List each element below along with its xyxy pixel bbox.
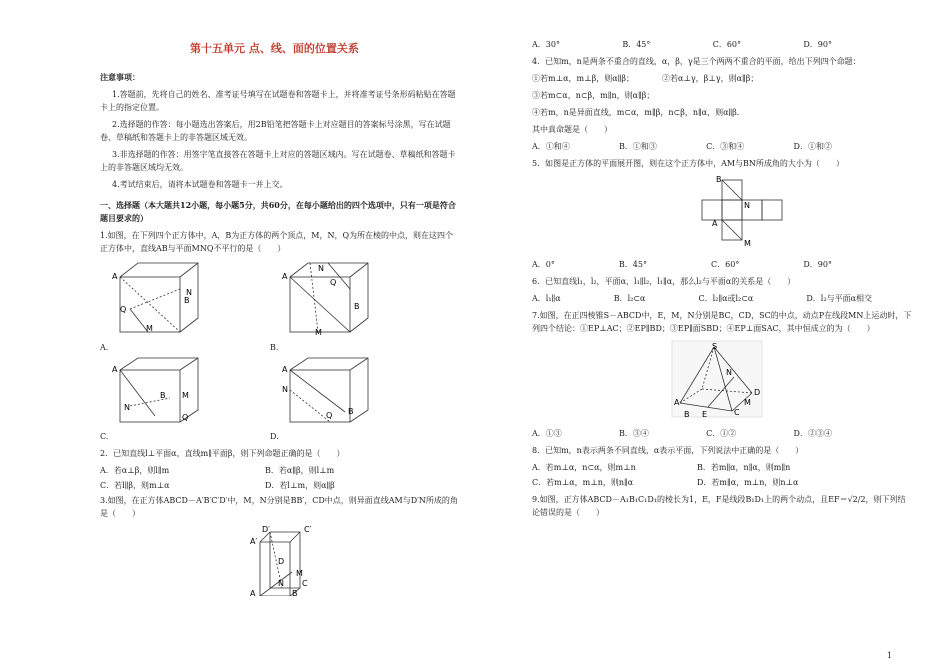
- q4-proposition: 其中真命题是（ ）: [532, 125, 612, 134]
- q5-net-figure: [532, 174, 912, 250]
- svg-text:B: B: [354, 302, 360, 311]
- vertex-label: A: [250, 589, 256, 596]
- q7-options: [532, 427, 832, 440]
- option-b: B．45°: [622, 40, 651, 49]
- option-d: D．若m∥α，m⊥n，则n⊥α: [697, 478, 799, 487]
- option-c: C．若m⊥α，m⊥n，则n∥α: [532, 478, 634, 487]
- vertex-label: B: [684, 410, 690, 419]
- q2-options-row-2: [100, 479, 440, 492]
- vertex-label: C: [734, 408, 740, 417]
- q1-option-b: [270, 259, 370, 354]
- option-b: B．若m∥α，n∥α，则m∥n: [697, 463, 791, 472]
- svg-text:Q: Q: [330, 278, 337, 287]
- option-b: B．③④: [619, 429, 649, 438]
- option-a: A．①和④: [532, 142, 570, 151]
- vertex-label: D′: [262, 525, 270, 534]
- q1-figures-row-2: [100, 356, 460, 443]
- q5-options: [532, 258, 832, 271]
- q4-options: [532, 140, 832, 153]
- svg-text:B: B: [184, 296, 190, 305]
- svg-text:N: N: [186, 288, 192, 297]
- option-d: D．②③④: [793, 429, 832, 438]
- q3-cube-figure: [100, 524, 460, 596]
- q4-proposition: ③若m⊂α，n⊂β，m∥n，则α∥β；: [532, 91, 655, 100]
- option-c: C．③和④: [706, 142, 745, 151]
- net-label: M: [744, 239, 751, 248]
- net-label: N: [744, 201, 750, 210]
- vertex-label: D: [278, 557, 285, 566]
- question-4-text: 4．已知m，n是两条不重合的直线，α，β，γ是三个两两不重合的平面，给出下列四个命题：: [532, 57, 861, 66]
- net-label: A: [712, 219, 718, 228]
- vertex-label: C: [302, 579, 308, 588]
- question-8-text: 8．已知m，n表示两条不同直线，α表示平面，下列说法中正确的是（ ）: [532, 446, 804, 455]
- option-d: D．若l⊥m，则α∥β: [265, 481, 335, 490]
- notice-item: 1.答题前，先将自己的姓名、准考证号填写在试题卷和答题卡上，并将准考证号条形码粘贴在答题卡上的指定位置。: [100, 90, 456, 112]
- option-a: A．若m⊥α，n⊂α，则m⊥n: [532, 463, 636, 472]
- svg-text:A: A: [282, 365, 288, 374]
- question-6-text: 6．已知直线l₁，l₂，平面α，l₁∥l₂，l₁∥α，那么l₂与平面α的关系是（ ）: [532, 277, 796, 286]
- left-column: [100, 38, 460, 600]
- svg-text:Q: Q: [120, 305, 127, 314]
- notice-item: 3.非选择题的作答：用签字笔直接答在答题卡上对应的答题区域内。写在试题卷、草稿纸和答题卡上的非答题区域均无效。: [100, 150, 456, 172]
- option-label: B.: [270, 343, 279, 352]
- question-2-text: 2．已知直线l⊥平面α，直线m∥平面β，则下列命题正确的是（ ）: [100, 449, 345, 458]
- q4-proposition: ④若m，n是异面直线，m⊂α，m∥β，n⊂β，n∥α，则α∥β．: [532, 108, 745, 117]
- vertex-label: N: [278, 579, 284, 588]
- option-d: D．90°: [803, 40, 832, 49]
- question-1-text: 1.如图，在下列四个正方体中，A，B为正方体的两个顶点，M，N，Q为所在棱的中点，则在这四个正方体中，直线AB与平面MNQ不平行的是（ ）: [100, 231, 454, 253]
- vertex-label: A: [674, 398, 680, 407]
- svg-text:M: M: [146, 324, 153, 333]
- svg-text:Q: Q: [326, 411, 333, 420]
- notice-item: 4.考试结束后，请将本试题卷和答题卡一并上交。: [112, 180, 288, 189]
- q1-option-c: [100, 356, 200, 443]
- q8-options-row-1: [532, 461, 872, 474]
- option-c: C．l₂∥α或l₂⊂α: [698, 294, 754, 303]
- svg-text:M: M: [315, 328, 322, 337]
- svg-text:B: B: [160, 391, 166, 400]
- option-label: C.: [100, 432, 109, 441]
- right-column: [532, 38, 912, 523]
- vertex-label: D: [754, 388, 761, 397]
- option-a: A．0°: [532, 260, 555, 269]
- vertex-label: M: [744, 398, 751, 407]
- q1-figures-row-1: [100, 259, 460, 354]
- q8-options-row-2: [532, 476, 872, 489]
- svg-text:M: M: [182, 391, 189, 400]
- option-label: A.: [100, 343, 109, 352]
- question-3-text: 3.如图，在正方体ABCD－A′B′C′D′中，M，N分别是BB′，CD中点，则异面直线AM与D′N所成的角是（ ）: [100, 496, 458, 518]
- vertex-label: C′: [304, 525, 312, 534]
- svg-text:Q: Q: [182, 413, 189, 422]
- svg-text:A: A: [112, 365, 118, 374]
- vertex-label: N: [726, 368, 732, 377]
- vertex-label: B: [292, 589, 298, 596]
- q1-option-d: [270, 356, 370, 443]
- vertex-label: A′: [250, 537, 258, 546]
- page-number: 1: [886, 651, 892, 660]
- option-a: A．30°: [532, 40, 560, 49]
- notice-item: 2.选择题的作答：每小题选出答案后，用2B铅笔把答题卡上对应题目的答案标号涂黑，写在试题卷、草稿纸和答题卡上的非答题区域无效。: [100, 120, 451, 142]
- option-c: C．①②: [706, 429, 737, 438]
- option-b: B．l₂⊂α: [613, 294, 646, 303]
- q2-options-row-1: [100, 464, 440, 477]
- question-9-text: 9.如图，正方体ABCD－A₁B₁C₁D₁的棱长为1，E，F是线段B₁D₁上的两个动点，且EF＝√2/2，则下列结论错误的是（ ）: [532, 495, 906, 517]
- net-label: B: [716, 175, 722, 184]
- cube-figure-c: [100, 356, 200, 426]
- option-c: C．60°: [711, 260, 740, 269]
- cube-figure-b: [270, 259, 370, 337]
- q3-options: [532, 38, 832, 51]
- section-heading: 一、选择题（本大题共12小题，每小题5分，共60分，在每小题给出的四个选项中，只有一项是符合题目要求的）: [100, 200, 456, 223]
- option-a: A．l₁∥α: [532, 294, 561, 303]
- svg-text:N: N: [124, 403, 130, 412]
- option-a: A．若α⊥β，则l∥m: [100, 466, 170, 475]
- q1-option-a: [100, 259, 200, 354]
- option-c: C．60°: [712, 40, 742, 49]
- svg-text:N: N: [282, 385, 288, 394]
- notice-heading: 注意事项：: [100, 72, 140, 82]
- q4-proposition: ①若m⊥α，m⊥β，则α∥β； ②若α⊥γ，β⊥γ，则α∥β；: [532, 74, 759, 83]
- question-7-text: 7.如图，在正四棱锥S－ABCD中，E，M，N分别是BC，CD，SC的中点，动点P在线段MN上运动时，下列四个结论：①EP⊥AC；②EP∥BD；③EP∥面SBD；④EP⊥面SAC，其中恒成立的为（ ）: [532, 311, 912, 333]
- option-label: D.: [270, 432, 279, 441]
- page-title: 第十五单元 点、线、面的位置关系: [190, 42, 359, 55]
- question-5-text: 5．如图是正方体的平面展开图，则在这个正方体中，AM与BN所成角的大小为（ ）: [532, 159, 844, 168]
- vertex-label: M: [296, 569, 303, 578]
- svg-text:B: B: [348, 407, 354, 416]
- svg-text:N: N: [318, 264, 324, 273]
- svg-text:A: A: [282, 272, 288, 281]
- q6-options: [532, 292, 872, 305]
- option-d: D．l₂与平面α相交: [806, 294, 872, 303]
- option-d: D．①和②: [793, 142, 832, 151]
- svg-text:A: A: [112, 272, 118, 281]
- vertex-label: S: [712, 342, 718, 351]
- q7-pyramid-figure: [532, 339, 912, 419]
- option-b: B．45°: [618, 260, 647, 269]
- cube-figure-d: [270, 356, 370, 426]
- option-b: B．①和③: [619, 142, 657, 151]
- option-a: A．①③: [532, 429, 562, 438]
- cube-figure-a: [100, 259, 200, 337]
- vertex-label: E: [702, 410, 708, 419]
- option-b: B．若α∥β，则l⊥m: [265, 466, 335, 475]
- option-c: C．若l∥β，则m⊥α: [100, 481, 170, 490]
- option-d: D．90°: [803, 260, 832, 269]
